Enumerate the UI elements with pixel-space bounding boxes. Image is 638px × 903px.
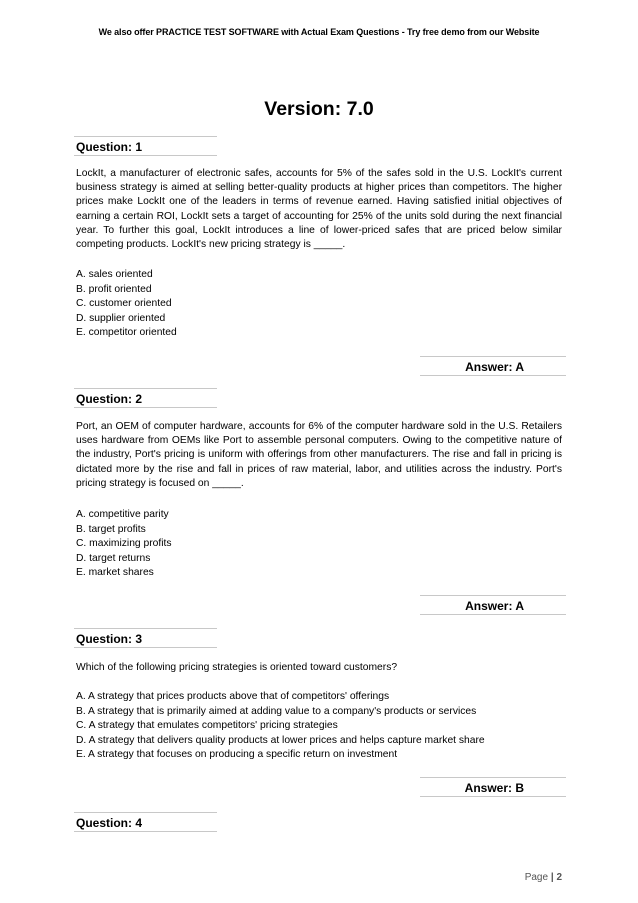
page-footer: [525, 872, 562, 883]
option-item: C. A strategy that emulates competitors' pricing strategies: [76, 720, 338, 731]
question-heading: Question: 4: [74, 812, 217, 832]
site-banner: We also offer PRACTICE TEST SOFTWARE with Actual Exam Questions - Try free demo from our Website: [98, 27, 540, 37]
option-item: B. A strategy that is primarily aimed at adding value to a company's products or services: [76, 705, 477, 717]
page-label: Page: [524, 872, 549, 883]
option-item: D. A strategy that delivers quality products at lower prices and helps capture market share: [76, 734, 485, 746]
option-item: E. market shares: [76, 567, 154, 578]
option-list: [76, 268, 562, 341]
question-heading: Question: 3: [74, 628, 217, 648]
option-item: C. maximizing profits: [76, 538, 172, 549]
option-list: [76, 508, 562, 581]
question-text: Port, an OEM of computer hardware, accounts for 6% of the computer hardware sold in the U.S. Retailers uses hardware from OEMs like Port to assemble personal computers. Owing to the competitive nature of the industry, Port's pricing is uniform with offerings from other manufacturers. The rise and fall in pricing is dictated more by the rise and fall in prices of raw material, labor, and utilities across the industry. Port's pricing strategy is focused on _____.: [76, 421, 562, 489]
option-item: D. target returns: [76, 552, 151, 564]
question-text: Which of the following pricing strategies is oriented toward customers?: [76, 662, 398, 673]
question-heading: Question: 2: [74, 388, 217, 408]
answer-label: Answer: B: [420, 777, 566, 797]
page-separator: |: [550, 872, 554, 883]
option-item: E. competitor oriented: [76, 327, 177, 338]
question-heading: Question: 1: [74, 136, 217, 156]
option-item: E. A strategy that focuses on producing a specific return on investment: [76, 749, 398, 760]
question-text: LockIt, a manufacturer of electronic safes, accounts for 5% of the safes sold in the U.S. LockIt's current business strategy is aimed at selling better-quality products at higher prices than competitors. The higher prices make LockIt one of the leaders in terms of revenue earned. Having satisfied initial objectives of earning a certain ROI, LockIt sets a target of accounting for 25% of the units sold during the next financial year. To further this goal, LockIt introduces a line of lower-priced safes that are priced below similar competing products. LockIt's new pricing strategy is _____.: [76, 168, 562, 251]
option-item: D. supplier oriented: [76, 312, 166, 324]
option-item: A. sales oriented: [76, 269, 153, 280]
version-title: Version: 7.0: [264, 98, 374, 120]
answer-label: Answer: A: [420, 595, 566, 615]
option-item: B. target profits: [76, 523, 146, 535]
page-number: 2: [556, 872, 562, 883]
option-item: B. profit oriented: [76, 283, 152, 295]
option-item: A. competitive parity: [76, 509, 169, 520]
option-list: [76, 690, 562, 763]
option-item: A. A strategy that prices products above that of competitors' offerings: [76, 691, 390, 702]
answer-label: Answer: A: [420, 356, 566, 376]
option-item: C. customer oriented: [76, 298, 172, 309]
